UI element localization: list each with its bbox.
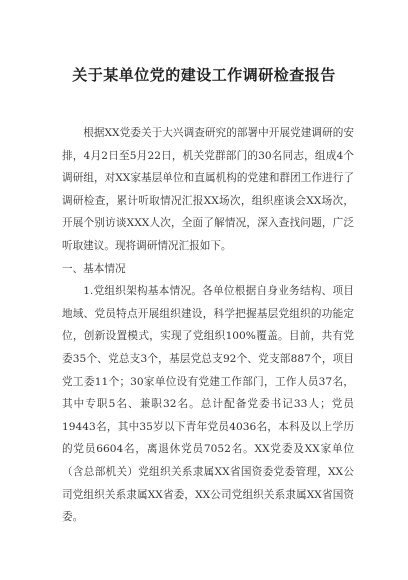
item-paragraph: 1.党组织架构基本情况。各单位根据自身业务结构、项目地域、党员特点开展组织建设，科学把握基层党组织的功能定位，创新设置模式，实现了党组织100%覆盖。目前，共有党委35个、党总支3个，基层党总支92个、党支部887个，项目党工委11个；30家单位设有党建工作部门，工作人员37名，其中专职5名、兼职32名。总计配备党委书记33人；党员19443名，其中35岁以下青年党员4036名，本科及以上学历的党员6604名，离退休党员7052名。XX党委及XX家单位（含总部机关）党组织关系隶属XX省国资委党委管理，XX公司党组织关系隶属XX省委，XX公司党组织关系隶属XX省国资委。 [62, 285, 354, 524]
section-heading: 一、基本情况 [62, 262, 126, 275]
document-title: 关于某单位党的建设工作调研检查报告 [72, 66, 336, 84]
intro-paragraph: 根据XX党委关于大兴调查研究的部署中开展党建调研的安排，4月2日至5月22日，机关党群部门的30名同志，组成4个调研组，对XX家基层单位和直属机构的党建和群团工作进行了调研检查，累计听取情况汇报XX场次，组织座谈会XX场次，开展个别访谈XXX人次，全面了解情况，深入查找问题，广泛听取建议。现将调研情况汇报如下。 [62, 127, 354, 252]
document-body [62, 122, 354, 529]
